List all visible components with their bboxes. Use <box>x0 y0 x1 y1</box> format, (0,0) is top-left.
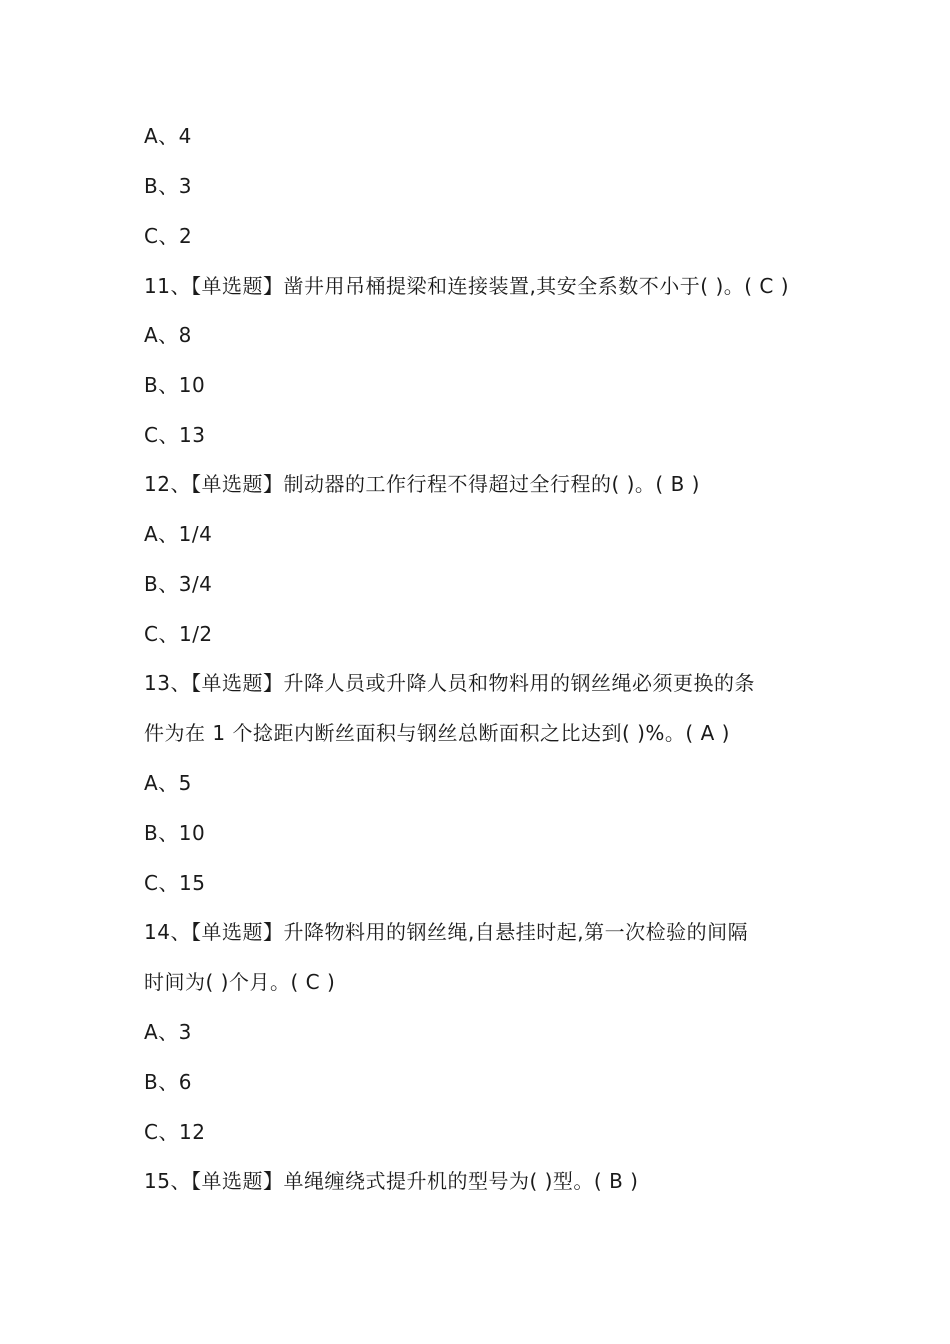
option-a: A、8 <box>144 323 192 347</box>
question-14-line-1: 14、【单选题】升降物料用的钢丝绳,自悬挂时起,第一次检验的间隔 <box>144 920 749 944</box>
option-c: C、1/2 <box>144 622 213 646</box>
option-c: C、12 <box>144 1120 206 1144</box>
question-13-line-2: 件为在 1 个捻距内断丝面积与钢丝总断面积之比达到( )%。( A ) <box>144 721 730 745</box>
question-12: 12、【单选题】制动器的工作行程不得超过全行程的( )。( B ) <box>144 472 700 496</box>
option-c: C、15 <box>144 871 206 895</box>
option-b: B、3 <box>144 174 192 198</box>
question-14-line-2: 时间为( )个月。( C ) <box>144 970 336 994</box>
option-c: C、2 <box>144 224 193 248</box>
option-b: B、3/4 <box>144 572 213 596</box>
option-c: C、13 <box>144 423 206 447</box>
question-11: 11、【单选题】凿井用吊桶提梁和连接装置,其安全系数不小于( )。( C ) <box>144 274 790 298</box>
option-a: A、5 <box>144 771 192 795</box>
option-b: B、10 <box>144 821 206 845</box>
option-a: A、1/4 <box>144 522 213 546</box>
option-a: A、4 <box>144 124 192 148</box>
option-b: B、6 <box>144 1070 192 1094</box>
option-a: A、3 <box>144 1020 192 1044</box>
option-b: B、10 <box>144 373 206 397</box>
question-13-line-1: 13、【单选题】升降人员或升降人员和物料用的钢丝绳必须更换的条 <box>144 671 755 695</box>
question-15: 15、【单选题】单绳缠绕式提升机的型号为( )型。( B ) <box>144 1169 639 1193</box>
